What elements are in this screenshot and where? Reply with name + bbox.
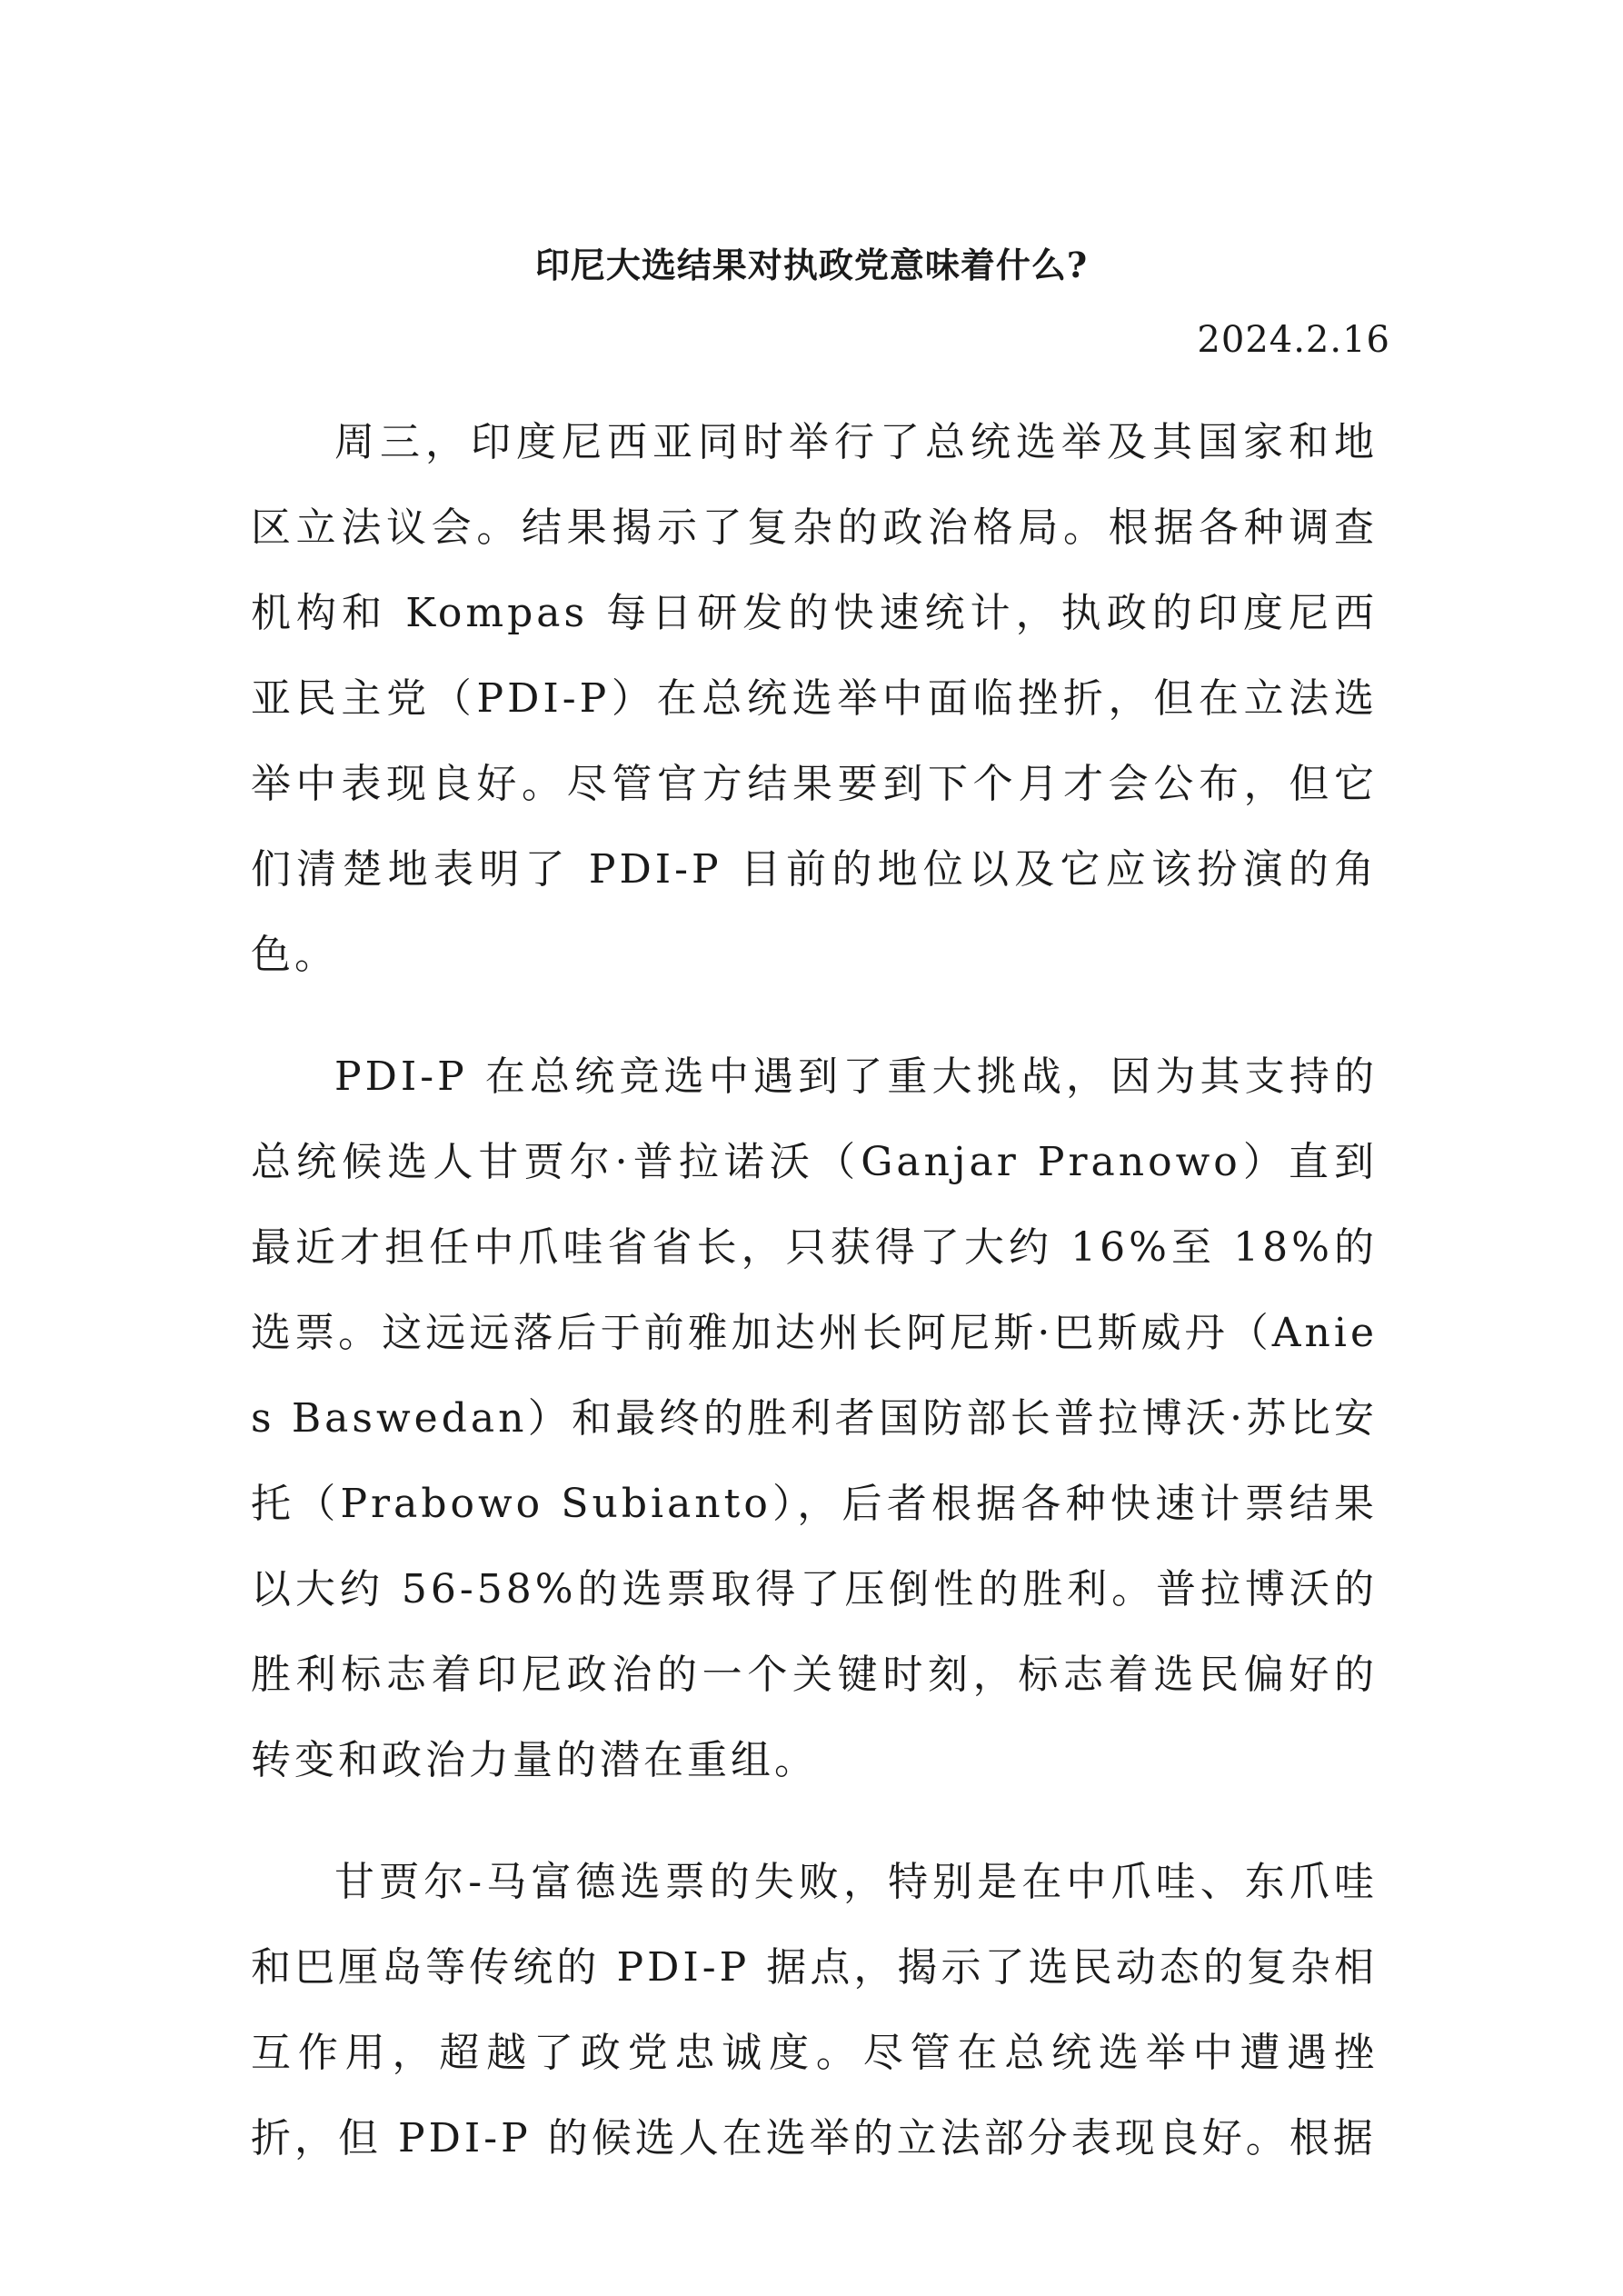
- document-date: 2024.2.16: [1197, 319, 1390, 361]
- paragraph-1: 周三，印度尼西亚同时举行了总统选举及其国家和地区立法议会。结果揭示了复杂的政治格局。根据各种调查机构和 Kompas 每日研发的快速统计，执政的印度尼西亚民主党（PDI-P）在总统选举中面临挫折，但在立法选举中表现良好。尽管官方结果要到下个月才会公布，但它们清楚地表明了 PDI-P 目前的地位以及它应该扮演的角色。: [251, 419, 1378, 978]
- paragraph-3: 甘贾尔-马富德选票的失败，特别是在中爪哇、东爪哇和巴厘岛等传统的 PDI-P 据点，揭示了选民动态的复杂相互作用，超越了政党忠诚度。尽管在总统选举中遭遇挫折，但 PDI-P 的候选人在选举的立法部分表现良好。根据: [251, 1859, 1378, 2161]
- document-title: 印尼大选结果对执政党意味着什么?: [534, 245, 1089, 285]
- document-body: [251, 400, 1378, 2218]
- paragraph-2: PDI-P 在总统竞选中遇到了重大挑战，因为其支持的总统候选人甘贾尔·普拉诺沃（Ganjar Pranowo）直到最近才担任中爪哇省省长，只获得了大约 16%至 18%的选票。这远远落后于前雅加达州长阿尼斯·巴斯威丹（Anies Baswedan）和最终的胜利者国防部长普拉博沃·苏比安托（Prabowo Subianto），后者根据各种快速计票结果以大约 56-58%的选票取得了压倒性的胜利。普拉博沃的胜利标志着印尼政治的一个关键时刻，标志着选民偏好的转变和政治力量的潜在重组。: [251, 1053, 1378, 1783]
